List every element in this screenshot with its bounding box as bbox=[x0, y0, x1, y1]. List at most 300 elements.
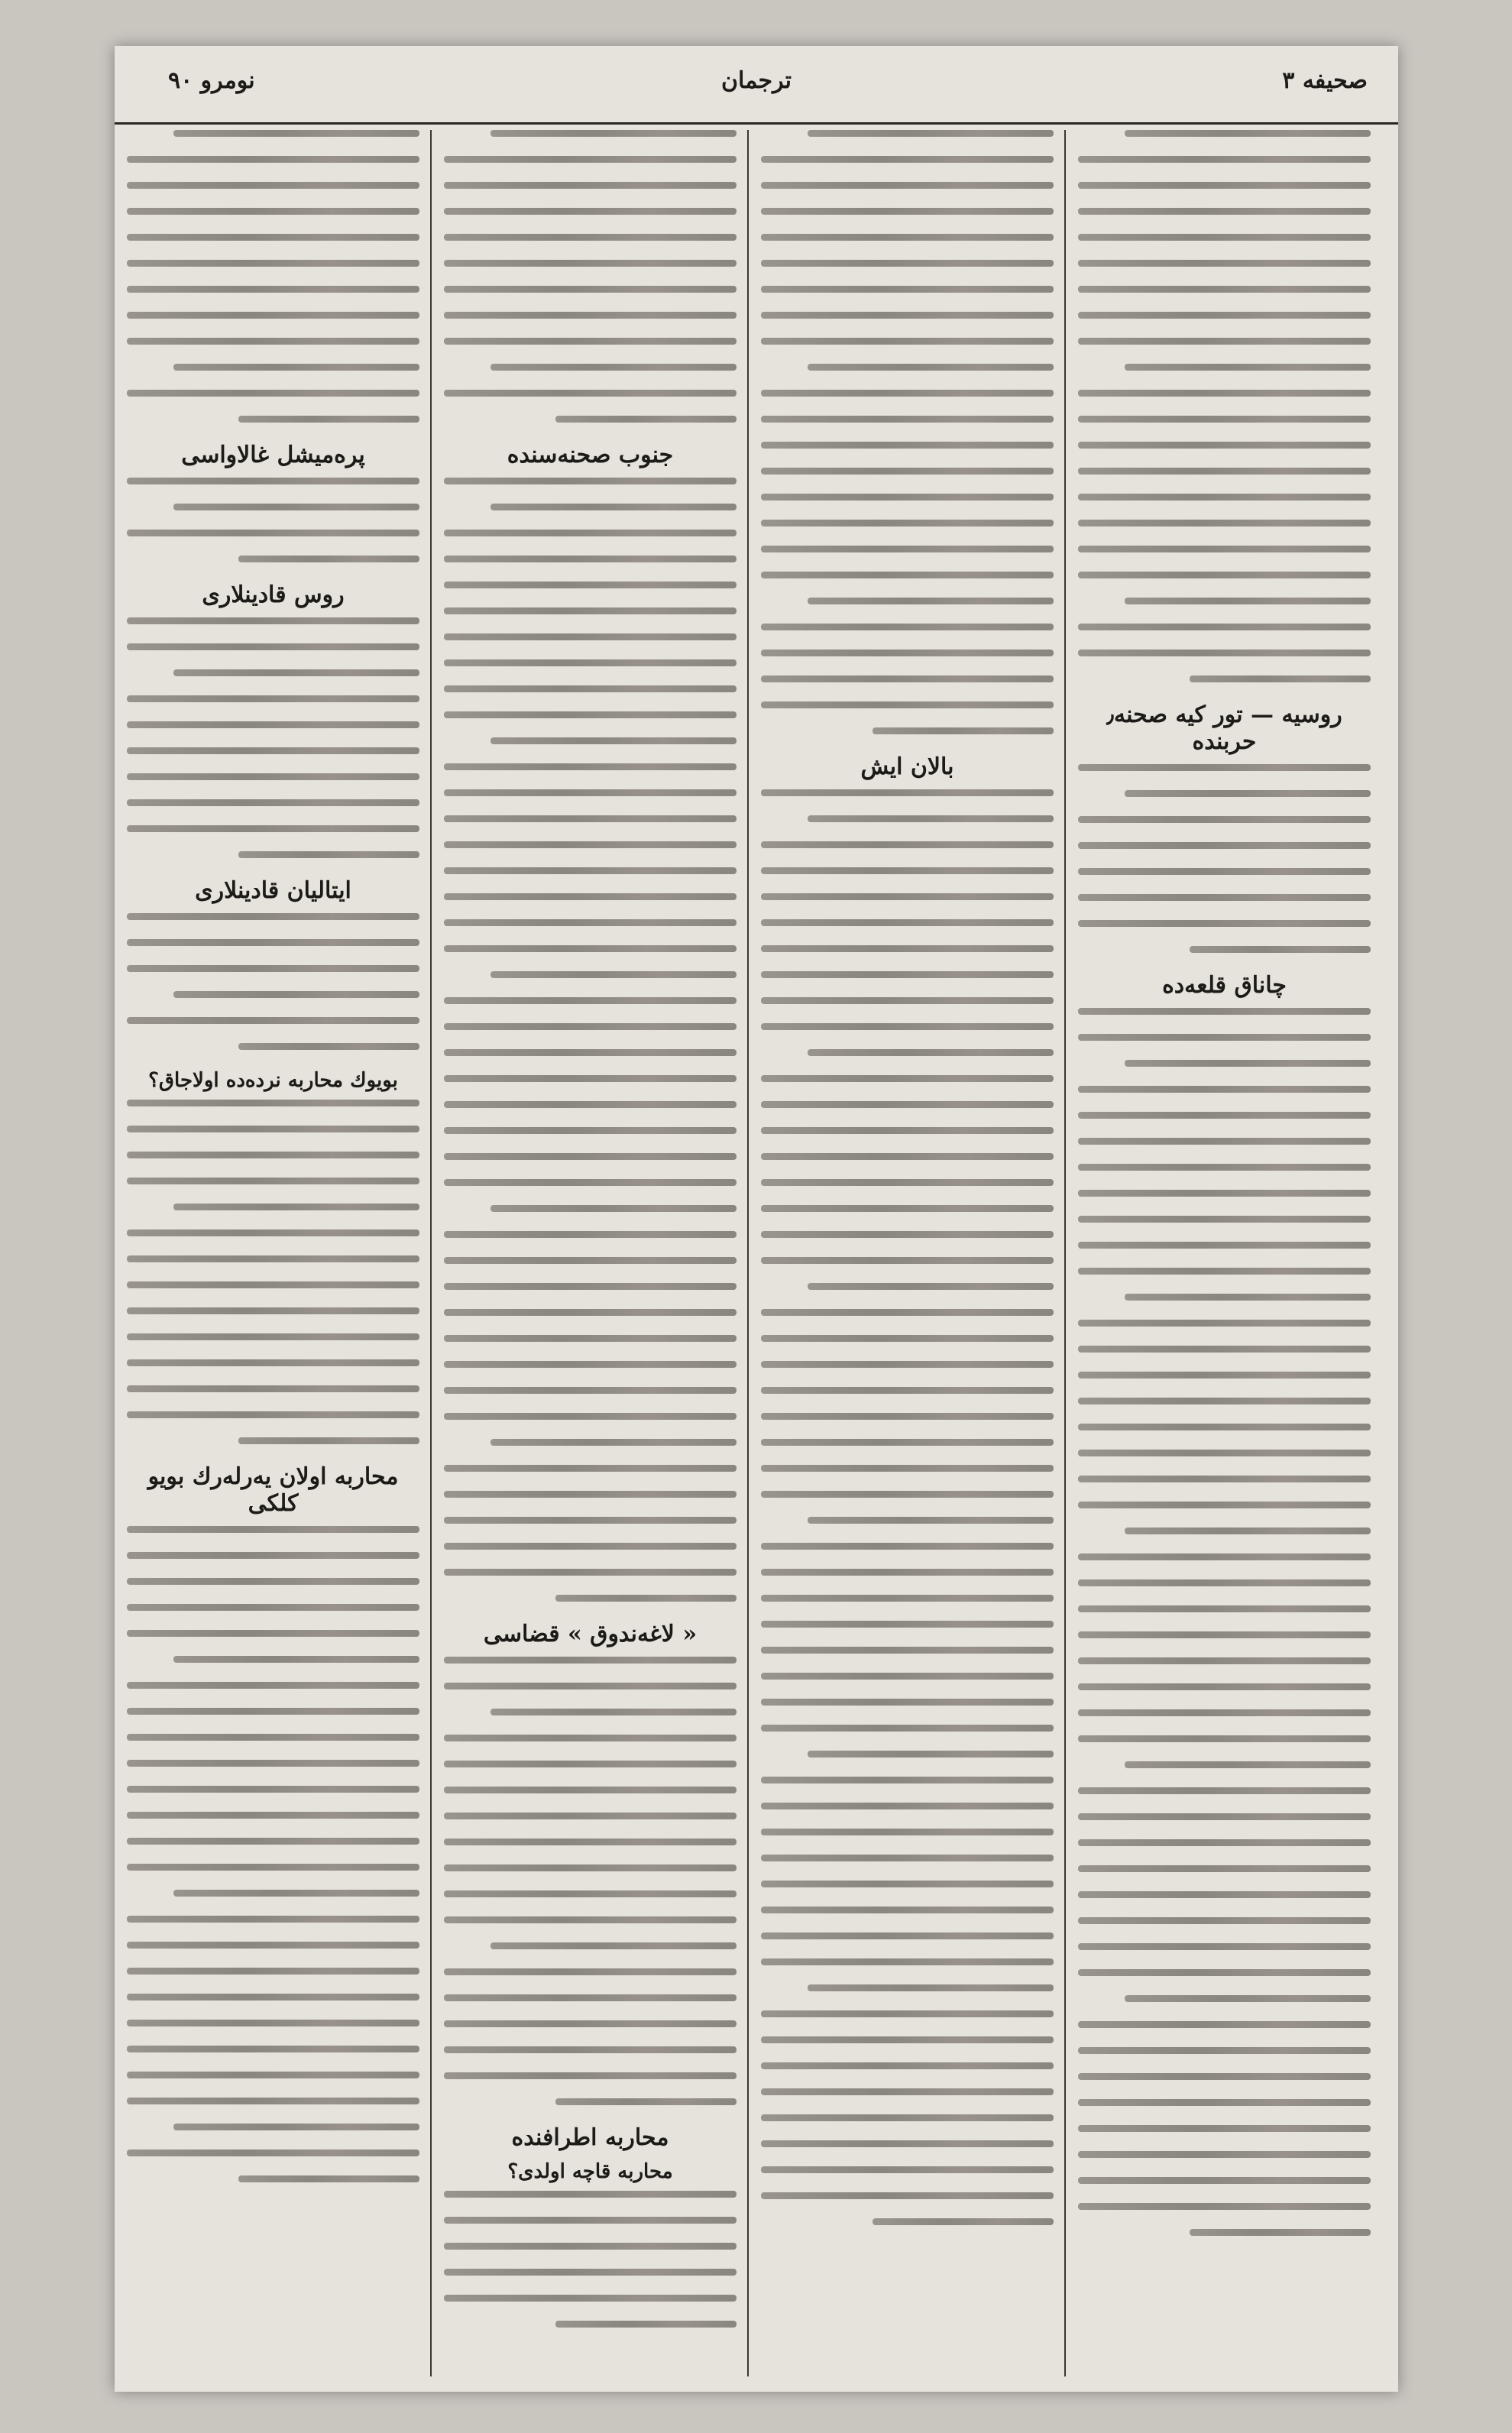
text-line bbox=[1078, 1372, 1371, 1378]
text-line bbox=[1125, 364, 1371, 371]
text-line bbox=[1078, 416, 1371, 423]
text-line bbox=[127, 208, 419, 215]
text-line bbox=[1078, 650, 1371, 656]
text-line bbox=[444, 607, 737, 614]
text-line bbox=[444, 1101, 737, 1108]
text-line bbox=[127, 1864, 419, 1871]
text-line bbox=[1078, 208, 1371, 215]
text-line bbox=[127, 1682, 419, 1689]
text-line bbox=[444, 1787, 737, 1793]
text-line bbox=[127, 1916, 419, 1923]
article-body bbox=[1073, 764, 1375, 953]
text-line bbox=[761, 1387, 1054, 1394]
text-line bbox=[1078, 1917, 1371, 1924]
text-line bbox=[444, 1569, 737, 1576]
text-line bbox=[127, 2020, 419, 2026]
article-heading: محاربه اولان يەرلەرك بويو كلكى bbox=[147, 1463, 399, 1517]
text-line bbox=[444, 2072, 737, 2079]
text-line bbox=[761, 1465, 1054, 1472]
text-line bbox=[444, 260, 737, 267]
text-line bbox=[1078, 494, 1371, 501]
text-line bbox=[1078, 894, 1371, 901]
text-line bbox=[761, 1205, 1054, 1212]
text-line bbox=[444, 582, 737, 588]
text-line bbox=[808, 1283, 1054, 1290]
text-line bbox=[761, 1958, 1054, 1965]
text-line bbox=[1078, 1398, 1371, 1404]
text-line bbox=[444, 1049, 737, 1056]
text-line bbox=[761, 675, 1054, 682]
text-line bbox=[444, 1761, 737, 1767]
text-line bbox=[1125, 790, 1371, 797]
text-line bbox=[444, 2243, 737, 2250]
text-line bbox=[444, 208, 737, 215]
text-line bbox=[444, 1491, 737, 1498]
text-line bbox=[444, 763, 737, 770]
text-line bbox=[238, 416, 419, 423]
text-line bbox=[444, 1361, 737, 1368]
text-line bbox=[1078, 1138, 1371, 1145]
text-line bbox=[761, 701, 1054, 708]
text-line bbox=[127, 913, 419, 920]
text-line bbox=[127, 965, 419, 972]
text-line bbox=[761, 971, 1054, 978]
article-heading: « لاغه‌ندوق » قضاسى bbox=[483, 1621, 698, 1647]
text-line bbox=[1078, 182, 1371, 189]
text-line bbox=[127, 1526, 419, 1533]
text-line bbox=[761, 1699, 1054, 1706]
text-line bbox=[127, 2098, 419, 2104]
text-line bbox=[127, 1838, 419, 1845]
text-line bbox=[127, 338, 419, 345]
text-line bbox=[127, 1812, 419, 1819]
text-line bbox=[761, 1179, 1054, 1186]
text-line bbox=[127, 695, 419, 702]
text-line bbox=[761, 156, 1054, 163]
text-line bbox=[761, 1101, 1054, 1108]
text-line bbox=[173, 364, 419, 371]
text-line bbox=[761, 1335, 1054, 1342]
text-line bbox=[808, 130, 1054, 137]
text-line bbox=[873, 727, 1054, 734]
article-heading: چاناق قلعه‌ده bbox=[1162, 972, 1287, 999]
text-line bbox=[444, 815, 737, 822]
article-body bbox=[122, 130, 424, 423]
text-line bbox=[1078, 1502, 1371, 1508]
text-line bbox=[1078, 468, 1371, 475]
text-line bbox=[1078, 816, 1371, 823]
text-line bbox=[444, 2046, 737, 2053]
text-line bbox=[444, 1839, 737, 1845]
text-line bbox=[127, 2046, 419, 2052]
article-body bbox=[439, 478, 741, 1602]
text-line bbox=[127, 773, 419, 780]
text-line bbox=[127, 1968, 419, 1975]
text-line bbox=[127, 1604, 419, 1611]
text-line bbox=[761, 945, 1054, 952]
text-line bbox=[444, 1153, 737, 1160]
text-line bbox=[761, 520, 1054, 526]
article-heading: بالان ايش bbox=[860, 753, 954, 780]
text-line bbox=[1125, 1294, 1371, 1301]
text-line bbox=[1078, 2073, 1371, 2080]
text-line bbox=[444, 2191, 737, 2198]
text-line bbox=[1078, 1216, 1371, 1223]
text-line bbox=[1078, 234, 1371, 241]
columns bbox=[138, 130, 1375, 2376]
text-line bbox=[1078, 2203, 1371, 2210]
page-number: صحيفه ٣ bbox=[1282, 67, 1368, 94]
text-line bbox=[808, 598, 1054, 604]
text-line bbox=[761, 2114, 1054, 2121]
text-line bbox=[1125, 1528, 1371, 1534]
text-line bbox=[1078, 2021, 1371, 2028]
text-line bbox=[173, 504, 419, 510]
text-line bbox=[127, 1630, 419, 1637]
text-line bbox=[761, 997, 1054, 1004]
text-line bbox=[761, 1881, 1054, 1887]
text-line bbox=[127, 1229, 419, 1236]
text-line bbox=[491, 504, 737, 510]
text-line bbox=[761, 338, 1054, 345]
text-line bbox=[555, 1595, 737, 1602]
text-line bbox=[444, 711, 737, 718]
text-line bbox=[127, 939, 419, 946]
article-body bbox=[122, 1100, 424, 1444]
column-rule bbox=[747, 130, 749, 2376]
text-line bbox=[761, 650, 1054, 656]
text-line bbox=[444, 841, 737, 848]
column-4 bbox=[122, 130, 424, 2376]
column-1 bbox=[1073, 130, 1375, 2376]
text-line bbox=[127, 286, 419, 293]
text-line bbox=[1125, 130, 1371, 137]
text-line bbox=[761, 1855, 1054, 1861]
text-line bbox=[444, 893, 737, 900]
text-line bbox=[127, 312, 419, 319]
text-line bbox=[761, 1023, 1054, 1030]
text-line bbox=[808, 1751, 1054, 1758]
text-line bbox=[444, 1968, 737, 1975]
text-line bbox=[173, 1656, 419, 1663]
text-line bbox=[1078, 520, 1371, 526]
text-line bbox=[1078, 1657, 1371, 1664]
text-line bbox=[1078, 1190, 1371, 1197]
text-line bbox=[444, 1735, 737, 1741]
text-line bbox=[127, 1786, 419, 1793]
text-line bbox=[761, 1725, 1054, 1732]
text-line bbox=[127, 643, 419, 650]
text-line bbox=[444, 1683, 737, 1689]
text-line bbox=[1078, 286, 1371, 293]
text-line bbox=[761, 624, 1054, 630]
text-line bbox=[761, 2010, 1054, 2017]
text-line bbox=[444, 1517, 737, 1524]
text-line bbox=[127, 2072, 419, 2078]
text-line bbox=[491, 1205, 737, 1212]
text-line bbox=[761, 919, 1054, 926]
text-line bbox=[761, 893, 1054, 900]
newspaper-title: ترجمان bbox=[721, 67, 792, 94]
text-line bbox=[238, 556, 419, 562]
text-line bbox=[127, 1178, 419, 1184]
text-line bbox=[1078, 1242, 1371, 1249]
text-line bbox=[761, 2192, 1054, 2199]
text-line bbox=[761, 208, 1054, 215]
text-line bbox=[444, 312, 737, 319]
text-line bbox=[444, 1813, 737, 1819]
text-line bbox=[761, 1647, 1054, 1654]
text-line bbox=[127, 156, 419, 163]
text-line bbox=[761, 1803, 1054, 1809]
text-line bbox=[808, 1517, 1054, 1524]
text-line bbox=[1078, 1787, 1371, 1794]
text-line bbox=[1078, 1268, 1371, 1275]
text-line bbox=[444, 1231, 737, 1238]
text-line bbox=[127, 1385, 419, 1392]
text-line bbox=[444, 867, 737, 874]
text-line bbox=[761, 1075, 1054, 1082]
text-line bbox=[444, 1994, 737, 2001]
article-body bbox=[756, 789, 1058, 2225]
article-heading: جنوب صحنه‌سنده bbox=[507, 442, 674, 468]
text-line bbox=[444, 390, 737, 397]
text-line bbox=[127, 1734, 419, 1741]
text-line bbox=[555, 416, 737, 423]
text-line bbox=[444, 1387, 737, 1394]
text-line bbox=[1078, 1424, 1371, 1430]
text-line bbox=[1078, 260, 1371, 267]
text-line bbox=[173, 991, 419, 998]
text-line bbox=[1078, 156, 1371, 163]
text-line bbox=[761, 2088, 1054, 2095]
text-line bbox=[761, 2036, 1054, 2043]
text-line bbox=[1078, 338, 1371, 345]
text-line bbox=[127, 1333, 419, 1340]
text-line bbox=[1078, 1476, 1371, 1482]
text-line bbox=[444, 156, 737, 163]
column-2 bbox=[756, 130, 1058, 2376]
text-line bbox=[444, 919, 737, 926]
text-line bbox=[1078, 390, 1371, 397]
text-line bbox=[1078, 2125, 1371, 2132]
text-line bbox=[127, 390, 419, 397]
text-line bbox=[444, 478, 737, 484]
text-line bbox=[761, 286, 1054, 293]
text-line bbox=[1078, 2099, 1371, 2106]
text-line bbox=[808, 1984, 1054, 1991]
text-line bbox=[444, 286, 737, 293]
article-body bbox=[122, 617, 424, 858]
text-line bbox=[1078, 1553, 1371, 1560]
text-line bbox=[127, 1126, 419, 1132]
text-line bbox=[1078, 1579, 1371, 1586]
text-line bbox=[761, 1907, 1054, 1913]
column-rule bbox=[430, 130, 432, 2376]
text-line bbox=[761, 1257, 1054, 1264]
text-line bbox=[444, 1257, 737, 1264]
text-line bbox=[1078, 1969, 1371, 1976]
text-line bbox=[444, 1890, 737, 1897]
text-line bbox=[444, 1543, 737, 1550]
text-line bbox=[444, 2217, 737, 2224]
text-line bbox=[1190, 675, 1371, 682]
text-line bbox=[1078, 1735, 1371, 1742]
text-line bbox=[444, 945, 737, 952]
issue-number: نومرو ٩٠ bbox=[168, 67, 255, 94]
article-body bbox=[1073, 130, 1375, 682]
text-line bbox=[127, 825, 419, 832]
text-line bbox=[444, 2269, 737, 2276]
text-line bbox=[173, 1890, 419, 1897]
text-line bbox=[761, 572, 1054, 578]
text-line bbox=[444, 1075, 737, 1082]
text-line bbox=[127, 1100, 419, 1106]
text-line bbox=[761, 2140, 1054, 2147]
text-line bbox=[173, 2124, 419, 2130]
text-line bbox=[127, 478, 419, 484]
text-line bbox=[1078, 2151, 1371, 2158]
text-line bbox=[761, 260, 1054, 267]
text-line bbox=[1078, 1112, 1371, 1119]
text-line bbox=[1078, 920, 1371, 927]
text-line bbox=[761, 182, 1054, 189]
text-line bbox=[761, 494, 1054, 501]
text-line bbox=[1078, 1683, 1371, 1690]
text-line bbox=[761, 468, 1054, 475]
text-line bbox=[127, 1152, 419, 1158]
text-line bbox=[1078, 1320, 1371, 1327]
text-line bbox=[761, 1932, 1054, 1939]
text-line bbox=[761, 1127, 1054, 1134]
text-line bbox=[761, 234, 1054, 241]
text-line bbox=[444, 1864, 737, 1871]
article-heading: روس قادينلارى bbox=[202, 582, 345, 608]
text-line bbox=[555, 2321, 737, 2328]
text-line bbox=[1078, 868, 1371, 875]
text-line bbox=[238, 1043, 419, 1050]
text-line bbox=[238, 851, 419, 858]
text-line bbox=[761, 841, 1054, 848]
text-line bbox=[127, 260, 419, 267]
text-line bbox=[444, 2295, 737, 2302]
text-line bbox=[761, 867, 1054, 874]
text-line bbox=[491, 130, 737, 137]
text-line bbox=[761, 1621, 1054, 1628]
text-line bbox=[1078, 1086, 1371, 1093]
text-line bbox=[761, 1309, 1054, 1316]
text-line bbox=[127, 1307, 419, 1314]
text-line bbox=[444, 685, 737, 692]
text-line bbox=[761, 2062, 1054, 2069]
text-line bbox=[1078, 2177, 1371, 2184]
text-line bbox=[873, 2218, 1054, 2225]
text-line bbox=[491, 737, 737, 744]
text-line bbox=[1078, 1709, 1371, 1716]
text-line bbox=[127, 530, 419, 536]
article-body bbox=[1073, 1008, 1375, 2236]
article-heading: پرەميشل غالاواسى bbox=[181, 442, 365, 468]
text-line bbox=[761, 1569, 1054, 1576]
text-line bbox=[1078, 842, 1371, 849]
article-body bbox=[122, 913, 424, 1050]
column-3 bbox=[439, 130, 741, 2376]
text-line bbox=[1078, 1943, 1371, 1950]
text-line bbox=[444, 633, 737, 640]
text-line bbox=[127, 721, 419, 728]
masthead bbox=[115, 46, 1398, 125]
text-line bbox=[555, 2098, 737, 2105]
text-line bbox=[1078, 1865, 1371, 1872]
text-line bbox=[761, 1361, 1054, 1368]
text-line bbox=[491, 1709, 737, 1715]
text-line bbox=[1125, 598, 1371, 604]
text-line bbox=[808, 815, 1054, 822]
text-line bbox=[761, 442, 1054, 449]
text-line bbox=[761, 1829, 1054, 1835]
text-line bbox=[1125, 1995, 1371, 2002]
text-line bbox=[127, 1942, 419, 1949]
text-line bbox=[761, 416, 1054, 423]
text-line bbox=[444, 556, 737, 562]
text-line bbox=[127, 1760, 419, 1767]
text-line bbox=[761, 1777, 1054, 1783]
article-body bbox=[439, 130, 741, 423]
text-line bbox=[1078, 764, 1371, 771]
text-line bbox=[761, 789, 1054, 796]
text-line bbox=[444, 1465, 737, 1472]
article-body bbox=[122, 1526, 424, 2182]
text-line bbox=[761, 1153, 1054, 1160]
text-line bbox=[808, 1049, 1054, 1056]
text-line bbox=[444, 1179, 737, 1186]
text-line bbox=[1078, 1164, 1371, 1171]
text-line bbox=[127, 1255, 419, 1262]
text-line bbox=[491, 1439, 737, 1446]
text-line bbox=[127, 1994, 419, 2001]
text-line bbox=[1078, 1346, 1371, 1353]
text-line bbox=[173, 669, 419, 676]
text-line bbox=[127, 1359, 419, 1366]
text-line bbox=[1078, 1813, 1371, 1820]
text-line bbox=[1078, 1008, 1371, 1015]
text-line bbox=[444, 2020, 737, 2027]
text-line bbox=[444, 1309, 737, 1316]
text-line bbox=[444, 530, 737, 536]
text-line bbox=[1125, 1060, 1371, 1067]
article-body bbox=[439, 1657, 741, 2105]
text-line bbox=[127, 182, 419, 189]
text-line bbox=[1078, 1891, 1371, 1898]
text-line bbox=[127, 617, 419, 624]
text-line bbox=[127, 747, 419, 754]
text-line bbox=[444, 1413, 737, 1420]
article-subheading: محاربه قاچه اولدى؟ bbox=[507, 2160, 673, 2183]
text-line bbox=[444, 1127, 737, 1134]
text-line bbox=[491, 364, 737, 371]
text-line bbox=[761, 1231, 1054, 1238]
text-line bbox=[127, 1578, 419, 1585]
text-line bbox=[127, 1708, 419, 1715]
article-heading: محاربه اطرافنده bbox=[511, 2124, 669, 2151]
text-line bbox=[1078, 572, 1371, 578]
text-line bbox=[1078, 624, 1371, 630]
text-line bbox=[444, 789, 737, 796]
text-line bbox=[1078, 1034, 1371, 1041]
text-line bbox=[127, 799, 419, 806]
article-body bbox=[756, 130, 1058, 734]
text-line bbox=[173, 1204, 419, 1210]
